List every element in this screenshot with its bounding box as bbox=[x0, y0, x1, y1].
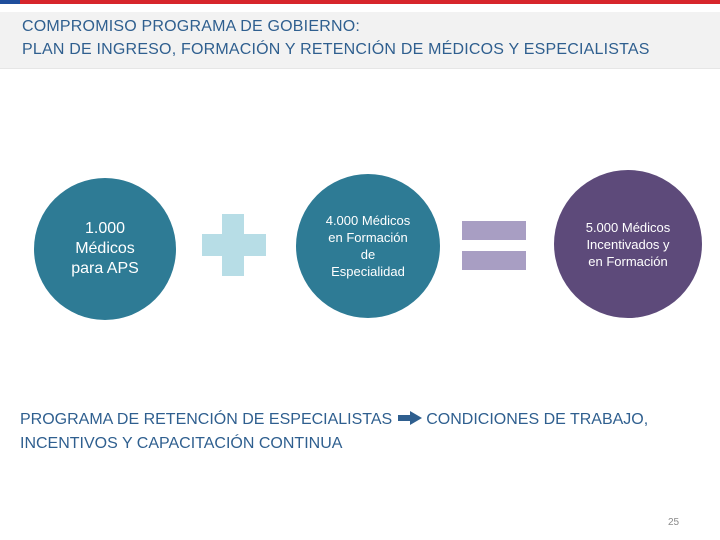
slide-title-line2: PLAN DE INGRESO, FORMACIÓN Y RETENCIÓN DE MÉDICOS Y ESPECIALISTAS bbox=[22, 41, 650, 58]
incentives-label: INCENTIVOS Y CAPACITACIÓN CONTINUA bbox=[20, 435, 343, 452]
circle-text: para APS bbox=[71, 260, 139, 277]
right-arrow-icon bbox=[398, 411, 422, 425]
circle-text: Médicos bbox=[75, 240, 135, 257]
circle-text: 5.000 Médicos bbox=[585, 219, 671, 235]
circle-text: de bbox=[360, 247, 376, 262]
equals-icon bbox=[462, 221, 526, 240]
circle-text: en Formación bbox=[588, 253, 668, 269]
circle-medicos-aps bbox=[34, 178, 176, 320]
circle-text: 4.000 Médicos bbox=[325, 213, 411, 228]
equals-icon-bottom bbox=[462, 251, 526, 270]
retention-program-text bbox=[20, 408, 710, 456]
slide-title-line1: COMPROMISO PROGRAMA DE GOBIERNO: bbox=[22, 18, 360, 35]
conditions-label: CONDICIONES DE TRABAJO, bbox=[426, 411, 649, 428]
circle-text: Especialidad bbox=[331, 264, 405, 279]
circle-text: 1.000 bbox=[84, 220, 126, 237]
circle-medicos-formacion bbox=[296, 174, 440, 318]
retention-program-label: PROGRAMA DE RETENCIÓN DE ESPECIALISTAS bbox=[20, 411, 393, 428]
circle-medicos-incentivados bbox=[554, 170, 702, 318]
circle-text: Incentivados y bbox=[586, 236, 670, 252]
plus-icon bbox=[202, 234, 266, 256]
flag-blue-segment bbox=[0, 0, 20, 4]
flag-bar bbox=[0, 0, 720, 4]
page-number: 25 bbox=[668, 517, 680, 528]
circle-text: en Formación bbox=[328, 230, 408, 245]
flag-red-segment bbox=[20, 0, 720, 4]
